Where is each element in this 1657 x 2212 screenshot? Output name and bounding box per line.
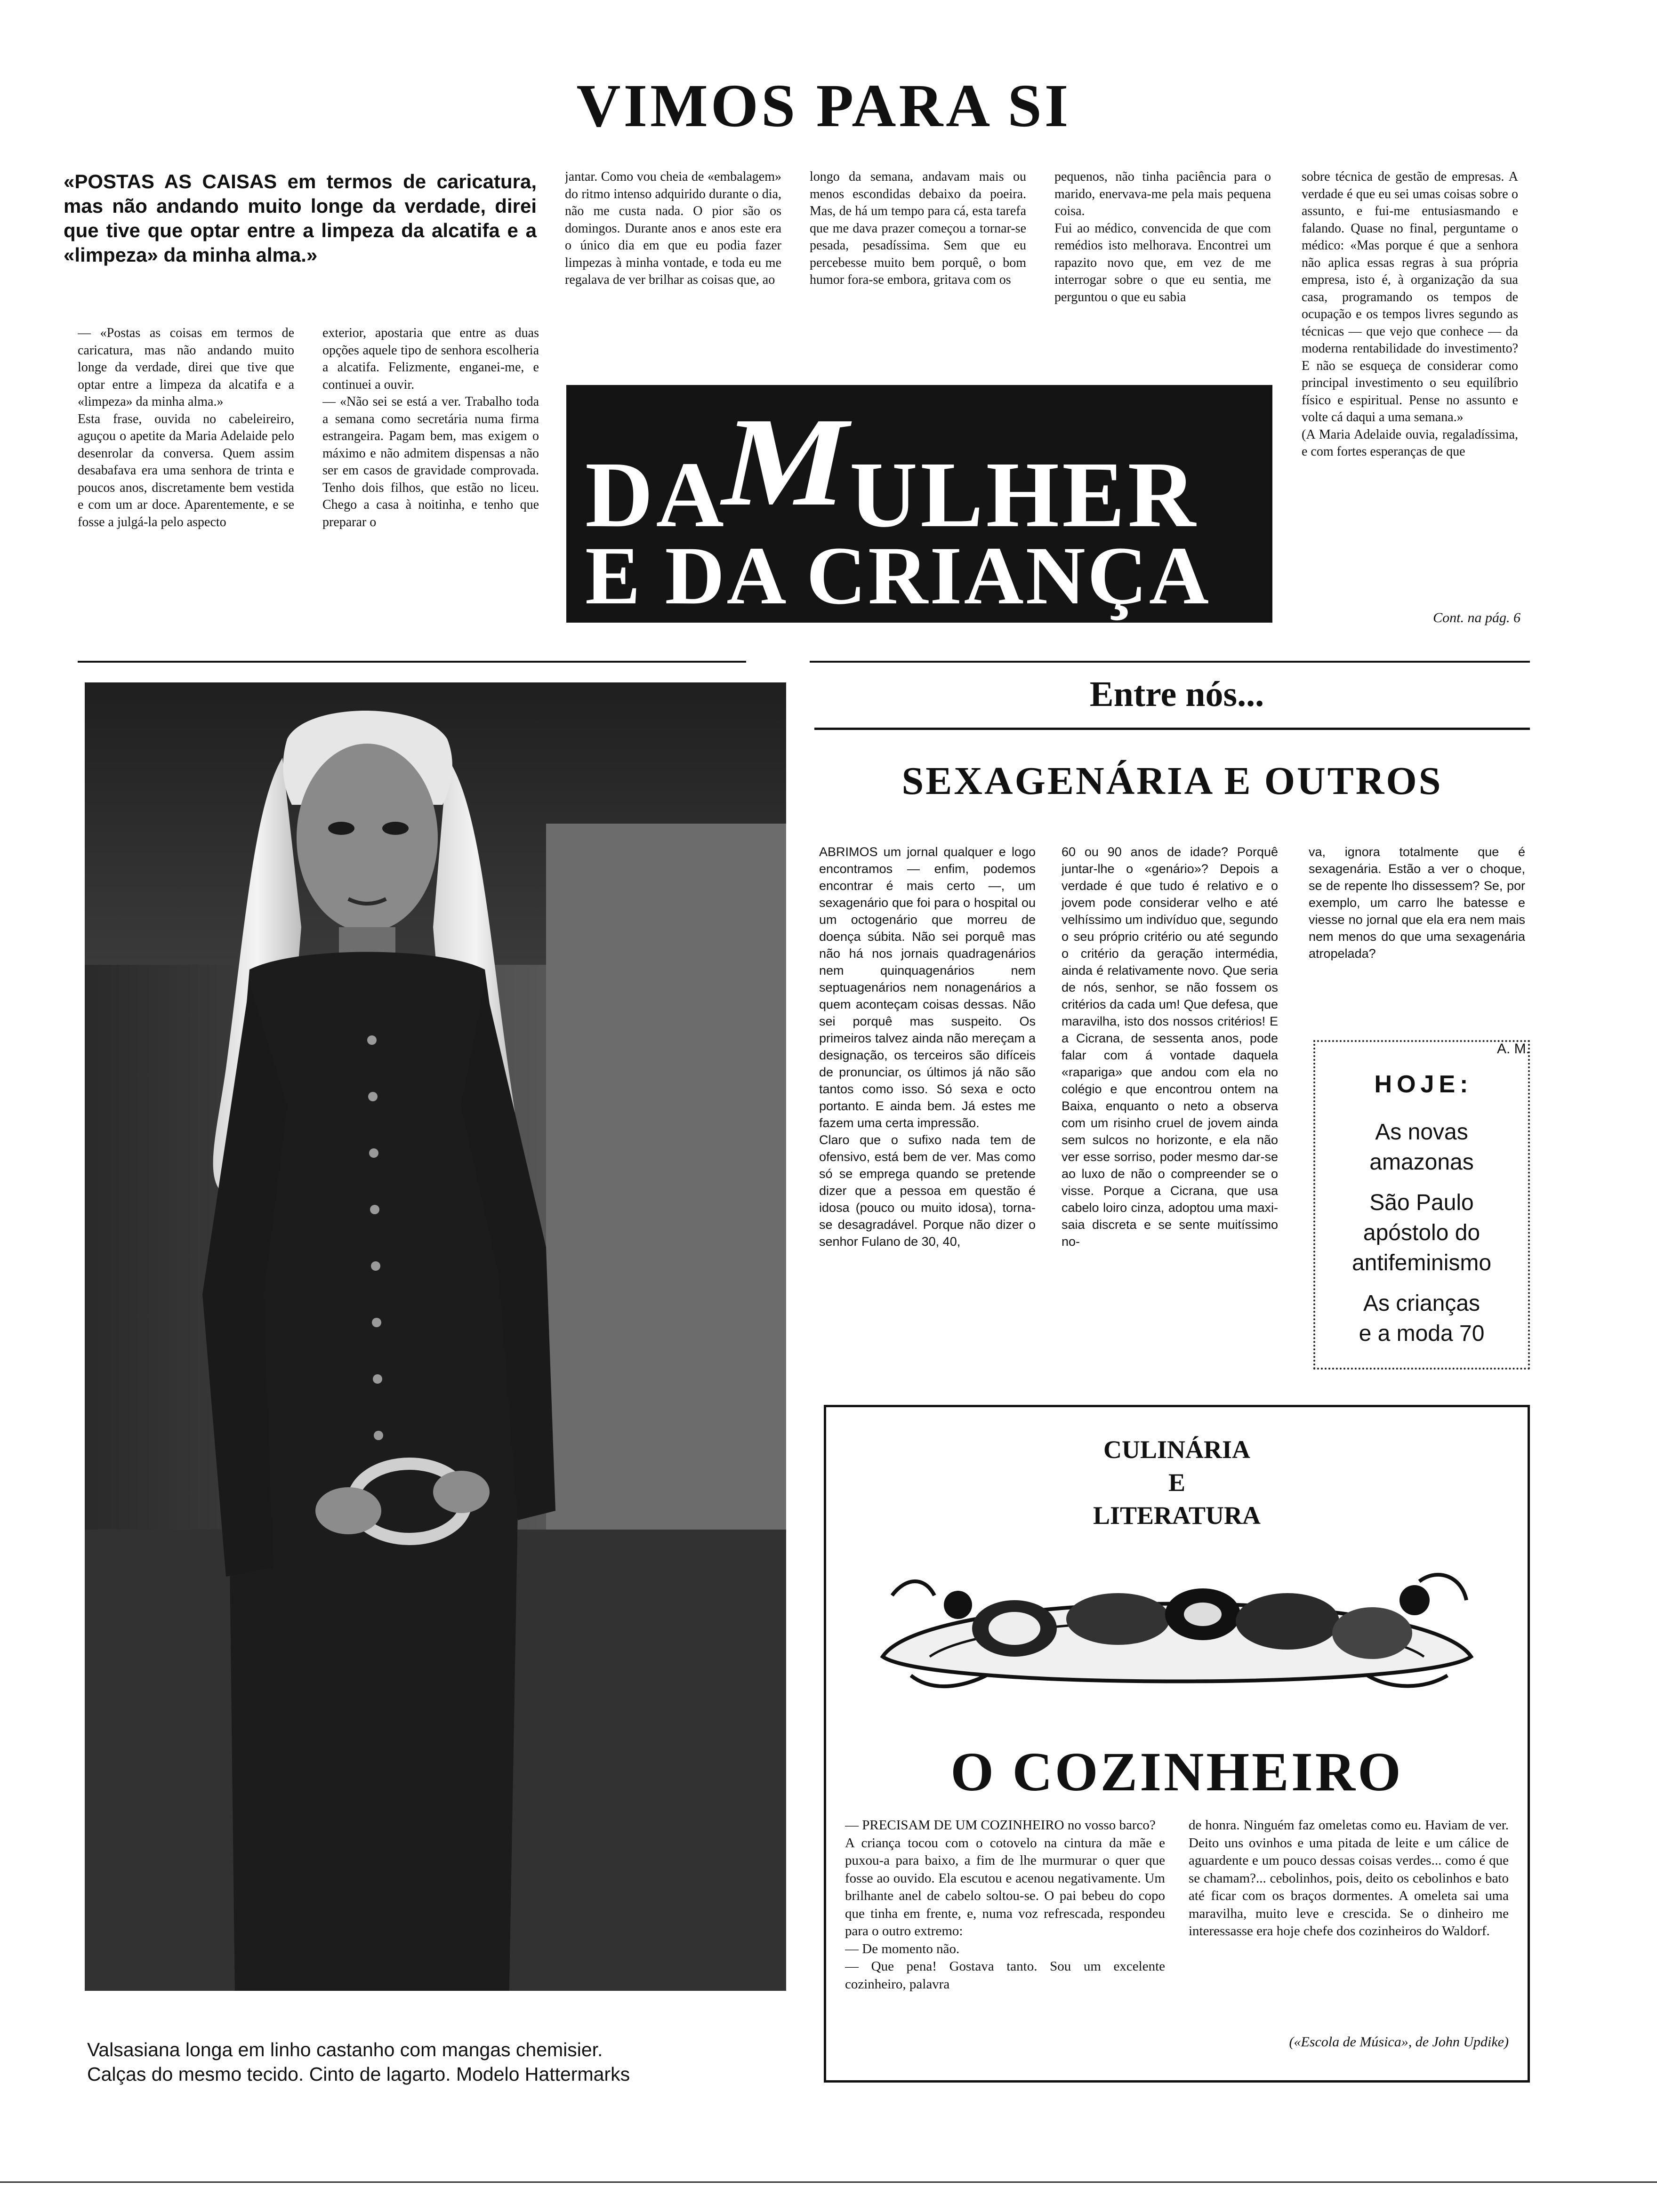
photo-caption-line-1: Valsasiana longa em linho castanho com mangas chemisier. (87, 2039, 603, 2060)
recipe-credit: («Escola de Música», de John Updike) (1289, 2034, 1509, 2050)
lead-column-2: exterior, apostaria que entre as duas opções aquele tipo de senhora escolheria a alcatifa. Felizmente, enganei-me, e continuei a ouvir. — «Não sei se está a ver. Trabalho toda a semana como secretária numa firma estrangeira. Pagam bem, mas exigem o máximo e não admitem dispensas a não ser em casos de gravidade comprovada. Tenho dois filhos, que estão no liceu. Chego a casa à noitinha, e tenho que preparar o (322, 326, 539, 529)
lead-column-6: sobre técnica de gestão de empresas. A verdade é que eu sei umas coisas sobre o assunto, e fui-me entusiasmando e falando. Quase no final, perguntame o médico: «Mas porque é que a senhora não aplica essas regras à sua própria empresa, isto é, à organização da sua casa, programando os tempos de ocupação e os tempos livres segundo as técnicas — que vejo que conhece — da moderna rentabilidade do investimento? E não se esqueça de considerar como principal investimento o seu equilíbrio físico e espiritual. Pense no assunto e volte cá daqui a uma semana.» (A Maria Adelaide ouvia, regaladíssima, e com fortes esperanças de que (1302, 169, 1518, 459)
lead-column-1: — «Postas as coisas em termos de caricatura, mas não andando muito longe da verdade, direi que tive que optar entre a limpeza da alcatifa e a «limpeza» da minha alma.» Esta frase, ouvida no cabeleireiro, aguçou o apetite da Maria Adelaide pelo desenrolar da conversa. Quem assim desabafava era uma senhora de trinta e poucos anos, discretamente bem vestida e com um ar doce. Aparentemente, e se fosse a julgá-la pelo aspecto (78, 326, 294, 529)
page-headline: VIMOS PARA SI (576, 72, 1071, 140)
section-rule-right (810, 661, 1530, 663)
masthead-ulher: ULHER (849, 443, 1199, 547)
lead-column-5: pequenos, não tinha paciência para o marido, enervava-me pela mais pequena coisa. Fui ao médico, convencida de que com remédios isto melhorava. Encontrei um rapazito novo que, em vez de me interrogar sobre o que eu sentia, me perguntou o que eu sabia (1054, 169, 1271, 305)
continued-note: Cont. na pág. 6 (1433, 610, 1520, 625)
section-masthead (566, 385, 1272, 623)
recipe-heading-line-3: LITERATURA (1093, 1501, 1261, 1530)
masthead-m: M (712, 392, 865, 532)
masthead-da: DA (585, 443, 727, 547)
lead-column-4: longo da semana, andavam mais ou menos escondidas debaixo da poeira. Mas, de há um tempo para cá, esta tarefa que me dava prazer começou a tornar-se pesada, pesadíssima. Sem que eu percebesse muito bem porquê, o bom humor fora-se embora, gritava com os (810, 169, 1026, 287)
hoje-item-4: apóstolo do (1363, 1220, 1480, 1245)
photo-caption-line-2: Calças do mesmo tecido. Cinto de lagarto. Modelo Hattermarks (87, 2063, 630, 2085)
fashion-photo-illustration (85, 682, 786, 2036)
column-text-2: 60 ou 90 anos de idade? Porquê juntar-lhe o «genário»? Depois a verdade é que tudo é relativo e o jovem pode considerar velho e até velhíssimo um indivíduo que, segundo o seu próprio critério ou até segundo o critério da geração intermédia, ainda é relativamente novo. Que seria de nós, senhor, se não fossem os critérios da cada um! Que defesa, que maravilha, isto dos nossos critérios! E a Cicrana, de sessenta anos, pode falar com á vontade daquela «rapariga» que andou com ela no colégio e que encontrou ontem na Baixa, enquanto o neto a observa com um risinho cruel de jovem ainda sem sulcos no horizonte, e ela não ver esse sorriso, poder mesmo dar-se ao luxo de não o compreender se o visse. Porque a Cicrana, que usa cabelo loiro cinza, adoptou uma maxi-saia discreta e se sente muitíssimo no- (1062, 845, 1278, 1249)
column-text-1: ABRIMOS um jornal qualquer e logo encontramos — enfim, podemos encontrar é mais certo —, um sexagenário que foi para o hospital ou um octogenário que morreu de doença súbita. Não sei porquê mas não há nos jornais quadragenários nem quinquagenários nem septuagenários nem nonagenários a quem aconteçam coisas dessas. Não sei porquê mas suspeito. Os primeiros talvez ainda não mereçam a designação, os terceiros são difíceis de pronunciar, os últimos já não são tantos como isso. Só sexa e octo portanto. E ainda bem. Já estes me fazem uma certa impressão. Claro que o sufixo nada tem de ofensivo, está bem de ver. Mas como só se emprega quando se pretende dizer que a pessoa em questão é idosa (pouco ou muito idosa), torna-se desagradável. Porque não dizer o senhor Fulano de 30, 40, (819, 845, 1036, 1249)
recipe-heading-line-1: CULINÁRIA (1103, 1435, 1251, 1464)
page-bottom-rule (0, 2181, 1657, 2183)
food-engraving-illustration (873, 1567, 1480, 1694)
section-rule-left (78, 661, 746, 663)
masthead-line2: E DA CRIANÇA (585, 530, 1211, 622)
column-title: SEXAGENÁRIA E OUTROS (901, 759, 1443, 803)
hoje-item-1: As novas (1375, 1120, 1468, 1145)
hoje-box (1313, 1040, 1530, 1370)
fashion-photo (85, 682, 786, 2036)
recipe-text-1: — PRECISAM DE UM COZINHEIRO no vosso barco? A criança tocou com o cotovelo na cintura da mãe e puxou-a para baixo, a fim de lhe murmurar o quer que fosse ao ouvido. Ela escutou e acenou negativamente. Um brilhante anel de cabelo soltou-se. O pai bebeu do copo que tinha em frente, e, numa voz refrescada, respondeu para o outro extremo: — De momento não. — Que pena! Gostava tanto. Sou um excelente cozinheiro, palavra (845, 1818, 1165, 1992)
column-signature: A. M. (1496, 1041, 1530, 1057)
masthead-line1 (585, 392, 1263, 547)
hoje-item-3: São Paulo (1369, 1190, 1474, 1215)
hoje-title: HOJE: (1374, 1071, 1473, 1098)
hoje-item-7: e a moda 70 (1359, 1321, 1485, 1346)
recipe-title: O COZINHEIRO (950, 1741, 1403, 1803)
recipe-heading-line-2: E (1168, 1468, 1186, 1497)
column-kicker: Entre nós... (1089, 674, 1264, 714)
recipe-text-2: de honra. Ninguém faz omeletas como eu. Haviam de ver. Deito uns ovinhos e uma pitada de leite e um cálice de aguardente e um pouco dessas coisas verdes... como é que se chamam?... cebolinhos, pois, deito os cebolinhos e bato até ficar com os braços dormentes. A omeleta sai uma maravilha, muito leve e crescida. Se o dinheiro me interessasse era hoje chefe dos cozinheiros do Waldorf. (1189, 1818, 1509, 1939)
lead-column-3: jantar. Como vou cheia de «embalagem» do ritmo intenso adquirido durante o dia, não me custa nada. O pior são os domingos. Durante anos e anos este era o único dia em que eu podia fazer limpezas à minha vontade, e toda eu me regalava de ver brilhar as coisas que, ao (565, 169, 781, 287)
lead-intro: «POSTAS AS CAISAS em termos de caricatura, mas não andando muito longe da verdade, direi que tive que optar entre a limpeza da alcatifa e a «limpeza» da minha alma.» (64, 170, 537, 266)
kicker-rule (814, 728, 1530, 730)
column-text-3: va, ignora totalmente que é sexagenária. Estão a ver o choque, se de repente lho dissessem? Se, por exemplo, um carro lhe batesse e viesse no jornal que ela era nem mais nem menos do que uma sexagenária atropelada? (1309, 845, 1525, 961)
hoje-item-5: antifeminismo (1351, 1250, 1492, 1275)
hoje-item-2: amazonas (1369, 1150, 1474, 1175)
recipe-box (824, 1405, 1530, 2083)
hoje-item-6: As crianças (1363, 1291, 1480, 1316)
